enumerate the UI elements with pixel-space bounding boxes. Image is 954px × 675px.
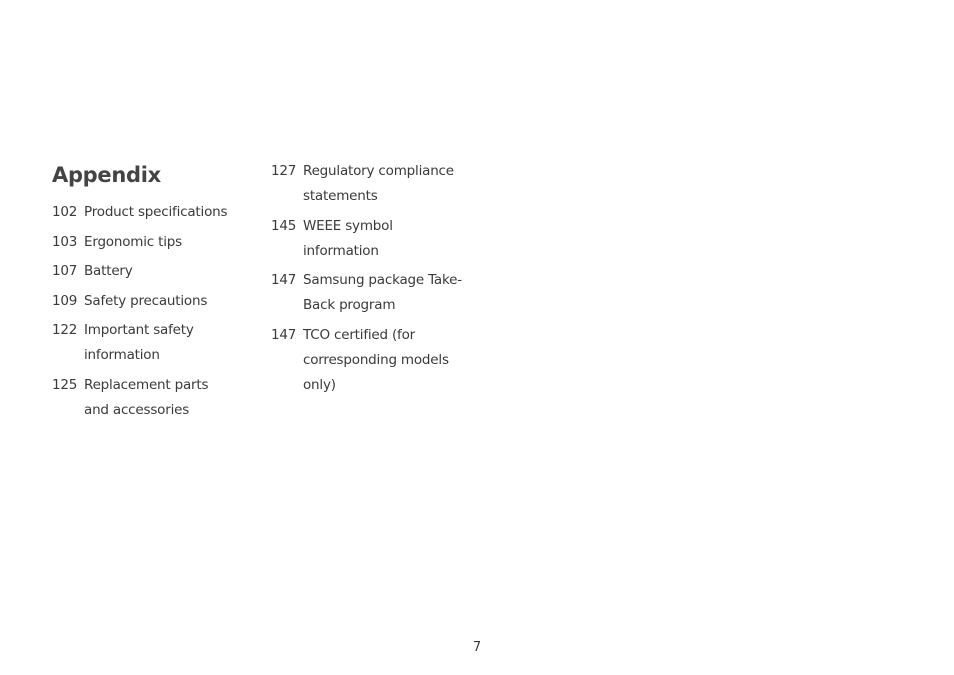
- section-title: Appendix: [52, 163, 161, 187]
- toc-entry-regulatory-compliance[interactable]: [271, 159, 481, 209]
- toc-page-number: 109: [52, 292, 78, 309]
- toc-entry-label: WEEE symbol information: [303, 217, 393, 259]
- toc-entry-label: Safety precautions: [84, 292, 208, 309]
- toc-page-number: 127: [271, 163, 297, 179]
- toc-page-number: 103: [52, 233, 78, 250]
- toc-entry-replacement-parts[interactable]: [52, 373, 252, 423]
- toc-page-number: 145: [271, 217, 297, 234]
- toc-entry-product-specifications[interactable]: [52, 200, 252, 225]
- toc-page-number: 122: [52, 322, 78, 338]
- toc-entry-label: Regulatory compliance statements: [303, 163, 454, 204]
- toc-entry-label: Important safety information: [84, 322, 194, 363]
- toc-entry-label: TCO certified (for corresponding models only): [303, 326, 449, 393]
- toc-column-right: [271, 159, 481, 402]
- toc-entry-label: Product specifications: [84, 204, 228, 220]
- toc-page-number: 102: [52, 204, 78, 220]
- toc-entry-ergonomic-tips[interactable]: [52, 230, 252, 255]
- toc-entry-label: Samsung package Take-Back program: [303, 272, 462, 313]
- toc-page-number: 107: [52, 263, 78, 279]
- toc-entry-important-safety-information[interactable]: [52, 318, 252, 368]
- toc-entry-label: Battery: [84, 263, 133, 279]
- toc-entry-battery[interactable]: [52, 259, 252, 284]
- page-number: 7: [472, 640, 482, 655]
- toc-entry-safety-precautions[interactable]: [52, 289, 252, 314]
- toc-page-number: 147: [271, 326, 297, 343]
- toc-entry-take-back-program[interactable]: [271, 268, 481, 318]
- toc-entry-label: Replacement parts and accessories: [84, 376, 209, 418]
- toc-column-left: [52, 200, 252, 427]
- toc-entry-label: Ergonomic tips: [84, 233, 182, 250]
- toc-entry-weee-symbol[interactable]: [271, 214, 481, 264]
- toc-page-number: 125: [52, 376, 78, 393]
- toc-entry-tco-certified[interactable]: [271, 323, 481, 398]
- toc-page-number: 147: [271, 272, 297, 288]
